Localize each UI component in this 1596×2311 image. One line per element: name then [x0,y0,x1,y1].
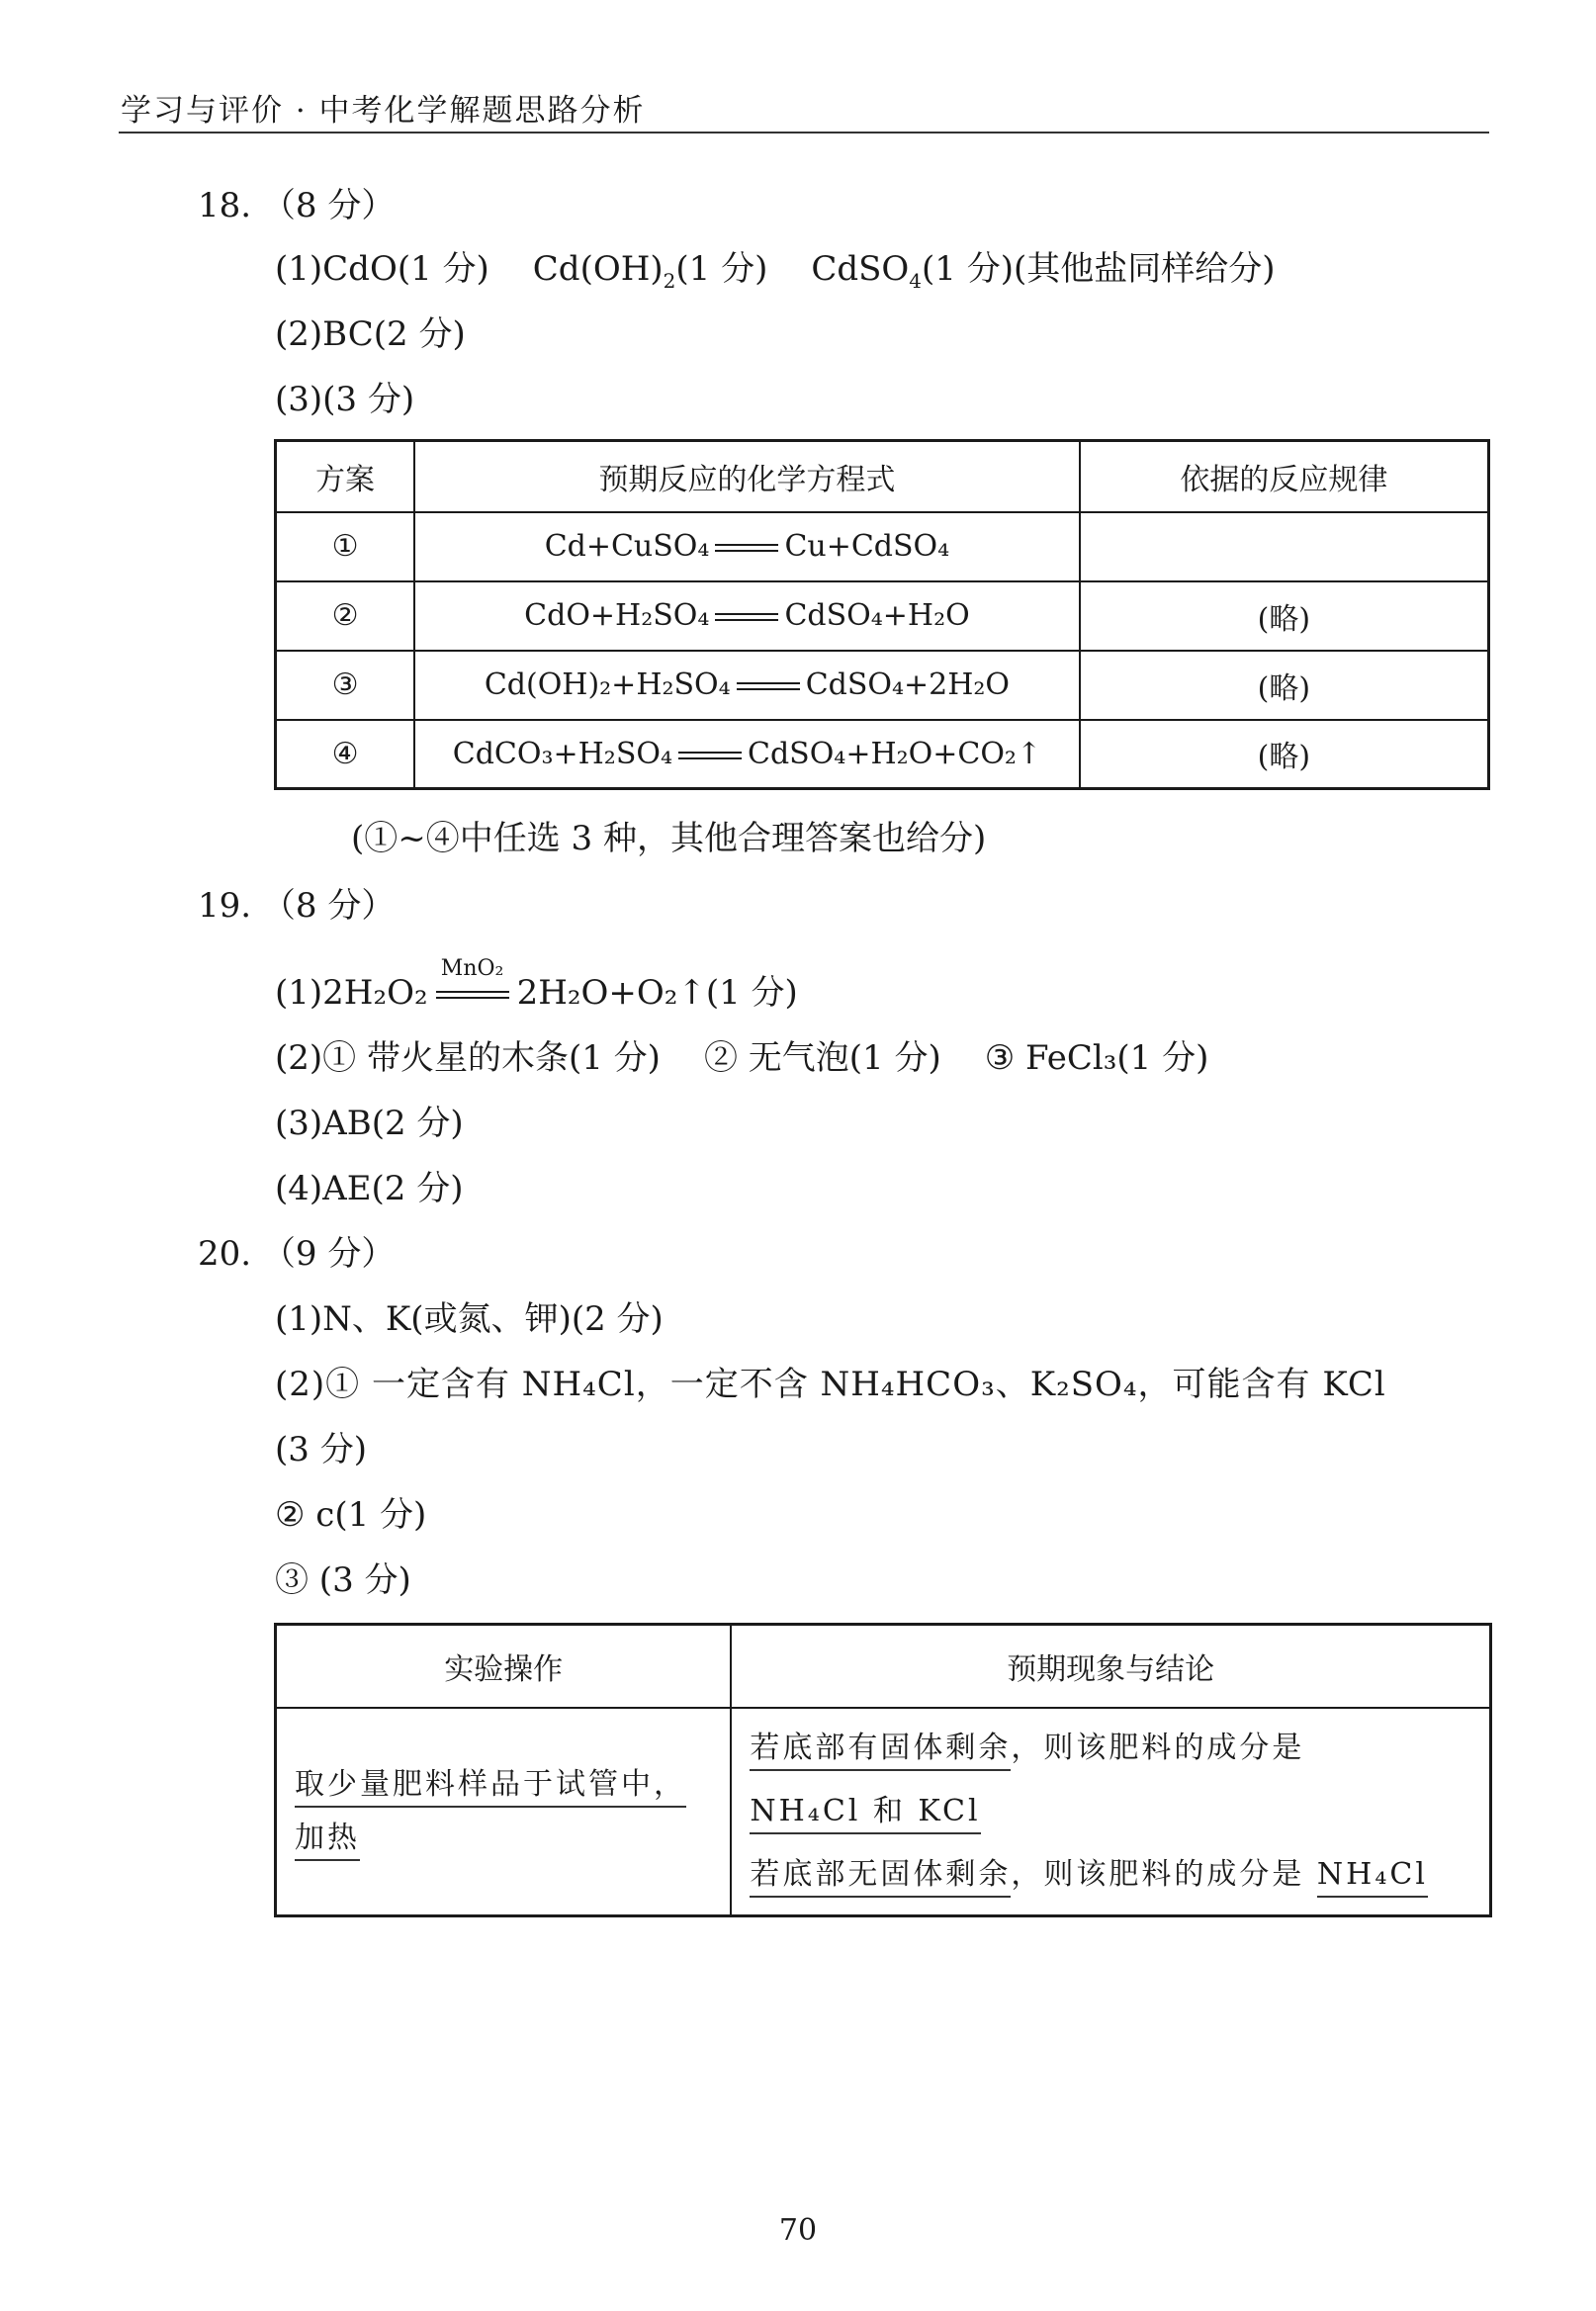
catalyst-equals-sign [436,956,509,1001]
equation-left: CdO+H₂SO₄ [524,598,710,633]
q18-table-header-plan: 方案 [276,441,415,512]
q19-part1 [275,956,798,1015]
q20-result-cell [731,1708,1490,1915]
q18-part1-b-score: (1 分) [675,249,768,289]
q20-part2-c: ② c(1 分) [275,1495,427,1535]
equals-sign [737,680,800,692]
catalyst-label: MnO₂ [440,956,504,981]
q19-score: （8 分） [261,886,396,926]
q18-heading [198,184,395,227]
q19-part2-a: (2)① 带火星的木条(1 分) [275,1038,661,1078]
q18-part1-b-formula: Cd(OH) [532,249,664,289]
q19-part2-b: ② 无气泡(1 分) [703,1038,941,1078]
q20-heading [198,1232,395,1276]
q18-row-no: ④ [276,720,415,789]
q18-part1 [275,247,1276,303]
q19-equation-left: (1)2H₂O₂ [275,973,428,1013]
q19-equation-right: 2H₂O+O₂↑(1 分) [516,973,798,1013]
q20-operation-line2: 加热 [295,1821,360,1861]
q18-row-equation [414,581,1080,651]
q18-part1-c-formula: CdSO [811,249,910,289]
page-number: 70 [778,2213,818,2248]
q19-part2 [275,1036,1208,1080]
q18-part1-c-sub: 4 [909,269,923,293]
q18-part2: (2)BC(2 分) [275,314,466,354]
q20-result1-text: ，则该肥料的成分是 [1011,1730,1305,1765]
q20-table [274,1623,1492,1917]
header-rule [119,132,1489,133]
q18-note: (①~④中任选 3 种，其他合理答案也给分) [351,819,987,858]
q18-row-basis: (略) [1080,581,1489,651]
q19-heading [198,884,395,928]
q18-row-no: ③ [276,651,415,720]
q20-part2-b: (3 分) [275,1430,367,1469]
q19-part2-c: ③ FeCl₃(1 分) [984,1038,1209,1078]
q19-part4: (4)AE(2 分) [275,1169,464,1208]
q18-table [274,439,1490,790]
equals-sign [715,542,778,554]
q20-table-header-result: 预期现象与结论 [731,1625,1490,1709]
q20-result1-condition: 若底部有固体剩余 [750,1731,1011,1771]
q20-part2-a: (2)① 一定含有 NH₄Cl，一定不含 NH₄HCO₃、K₂SO₄，可能含有 KCl [275,1365,1386,1404]
q18-row-equation [414,512,1080,581]
q20-table-header-operation: 实验操作 [276,1625,732,1709]
q20-operation [295,1758,730,1865]
q20-score: （9 分） [261,1234,396,1274]
q20-number: 20. [198,1234,252,1274]
q18-number: 18. [198,186,252,225]
q20-result [750,1717,1489,1907]
q18-row-equation [414,720,1080,789]
q18-row-basis [1080,512,1489,581]
q19-number: 19. [198,886,252,926]
q18-row-equation [414,651,1080,720]
running-header: 学习与评价 · 中考化学解题思路分析 [121,93,646,129]
q18-part1-a: (1)CdO(1 分) [275,249,489,289]
q18-row-no: ② [276,581,415,651]
q20-part1: (1)N、K(或氮、钾)(2 分) [275,1299,664,1339]
q20-result2-condition: 若底部无固体剩余 [750,1857,1011,1898]
q18-row-no: ① [276,512,415,581]
q18-row-basis: (略) [1080,720,1489,789]
q18-part1-b [532,249,768,293]
equals-sign [678,750,742,761]
q18-part1-b-sub: 2 [663,269,676,293]
q18-part1-c-score: (1 分)(其他盐同样给分) [922,249,1276,289]
q20-result1-answer: NH₄Cl 和 KCl [750,1794,980,1834]
q20-result2-answer: NH₄Cl [1317,1857,1428,1898]
equation-left: Cd+CuSO₄ [544,529,710,564]
equation-right: CdSO₄+2H₂O [805,667,1011,702]
q18-row-basis: (略) [1080,651,1489,720]
q20-operation-cell [276,1708,732,1915]
equation-left: Cd(OH)₂+H₂SO₄ [484,667,731,702]
q18-part3: (3)(3 分) [275,380,415,419]
equation-right: Cu+CdSO₄ [784,529,950,564]
q19-part3: (3)AB(2 分) [275,1104,464,1143]
q18-score: （8 分） [261,186,396,225]
equals-sign [715,611,778,623]
q18-part1-c [811,249,1276,293]
equation-right: CdSO₄+H₂O [784,598,970,633]
q20-operation-line1: 取少量肥料样品于试管中， [295,1767,686,1808]
equation-right: CdSO₄+H₂O+CO₂↑ [748,736,1042,771]
q20-part2-d: ③ (3 分) [275,1560,411,1600]
q20-result2-text: ，则该肥料的成分是 [1011,1856,1317,1892]
equation-left: CdCO₃+H₂SO₄ [452,736,672,771]
q18-table-header-equation: 预期反应的化学方程式 [414,441,1080,512]
q18-table-header-basis: 依据的反应规律 [1080,441,1489,512]
